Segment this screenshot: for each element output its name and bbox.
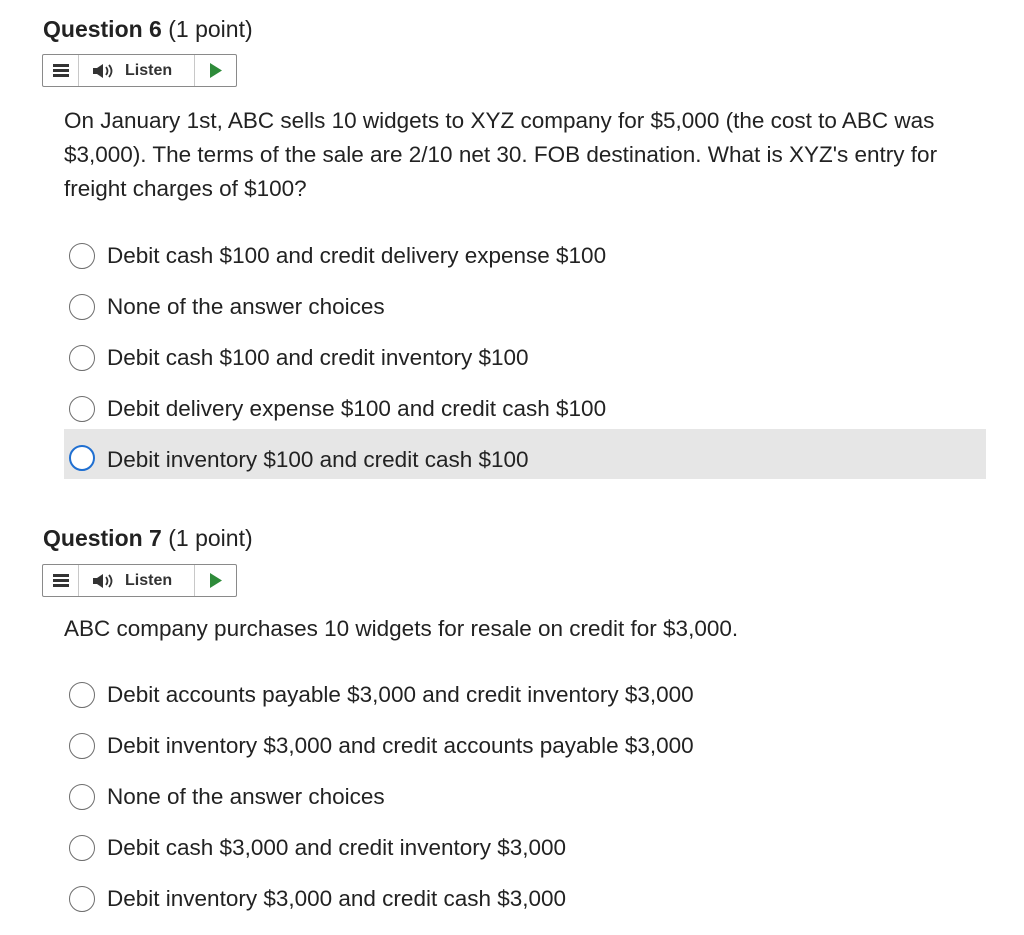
answer-option[interactable] [64,333,986,383]
radio-button[interactable] [69,733,95,759]
option-label: Debit cash $100 and credit delivery expense $100 [107,243,607,268]
option-label: Debit delivery expense $100 and credit cash $100 [107,396,607,421]
play-button[interactable] [195,565,236,596]
answer-option[interactable] [64,823,986,873]
question-7-title [43,524,253,552]
answer-option[interactable] [64,282,986,332]
listen-toolbar [42,564,237,597]
radio-button[interactable] [69,886,95,912]
question-6-title [43,15,253,43]
question-label: Question 7 [43,525,162,551]
answer-option[interactable] [64,231,986,281]
radio-button[interactable] [69,784,95,810]
question-points: (1 point) [168,16,253,42]
option-label: Debit accounts payable $3,000 and credit inventory $3,000 [107,682,694,707]
option-label: Debit inventory $3,000 and credit cash $3,000 [107,886,567,911]
radio-button[interactable] [69,835,95,861]
question-label: Question 6 [43,16,162,42]
answer-option[interactable] [64,384,986,434]
answer-option[interactable] [64,670,986,720]
answer-option[interactable] [64,772,986,822]
option-label: Debit inventory $100 and credit cash $100 [107,447,529,472]
listen-toolbar [42,54,237,87]
menu-button[interactable] [43,565,79,596]
speaker-icon [91,573,119,589]
question-points: (1 point) [168,525,253,551]
play-button[interactable] [195,55,236,86]
play-icon [195,565,236,596]
radio-button[interactable] [69,345,95,371]
listen-button[interactable] [79,565,195,596]
answer-option[interactable] [64,874,986,924]
answer-option[interactable] [64,721,986,771]
menu-icon [43,55,78,86]
speaker-icon [91,63,119,79]
radio-button[interactable] [69,243,95,269]
menu-button[interactable] [43,55,79,86]
radio-button[interactable] [69,445,95,471]
listen-label: Listen [125,62,173,79]
menu-icon [43,565,78,596]
radio-button[interactable] [69,294,95,320]
answer-option-highlighted[interactable] [64,429,986,479]
listen-button[interactable] [79,55,195,86]
option-label: None of the answer choices [107,784,385,809]
radio-button[interactable] [69,396,95,422]
option-label: Debit inventory $3,000 and credit accounts payable $3,000 [107,733,694,758]
listen-label: Listen [125,572,173,589]
play-icon [195,55,236,86]
question-prompt: ABC company purchases 10 widgets for resale on credit for $3,000. [64,616,739,641]
option-label: Debit cash $3,000 and credit inventory $3,000 [107,835,567,860]
option-label: Debit cash $100 and credit inventory $100 [107,345,529,370]
radio-button[interactable] [69,682,95,708]
option-label: None of the answer choices [107,294,385,319]
question-prompt: On January 1st, ABC sells 10 widgets to XYZ company for $5,000 (the cost to ABC was $3,000). The terms of the sale are 2/10 net 30. FOB destination. What is XYZ's entry for freight charges of $100? [64,108,938,201]
